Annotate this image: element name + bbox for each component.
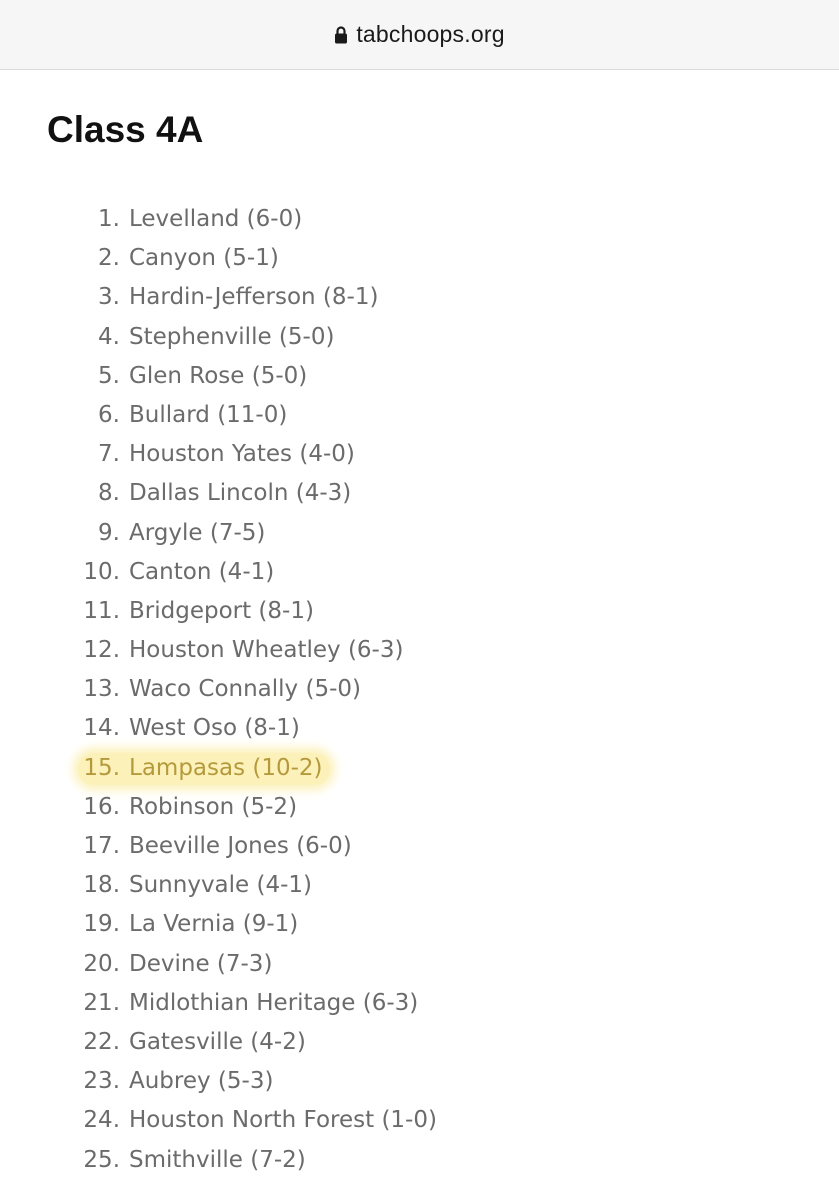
team-name: West Oso (8-1) bbox=[129, 715, 300, 742]
team-name: Aubrey (5-3) bbox=[129, 1068, 274, 1095]
team-name: La Vernia (9-1) bbox=[129, 911, 299, 938]
rank-number: 5. bbox=[98, 362, 120, 389]
rank-number: 3. bbox=[98, 284, 120, 311]
page-title: Class 4A bbox=[47, 109, 204, 150]
team-name: Dallas Lincoln (4-3) bbox=[129, 480, 352, 507]
team-name: Sunnyvale (4-1) bbox=[129, 872, 313, 899]
url-text: tabchoops.org bbox=[356, 21, 505, 47]
rank-number: 17. bbox=[83, 833, 120, 859]
rank-number: 20. bbox=[83, 950, 120, 977]
rank-number: 23. bbox=[83, 1068, 120, 1095]
team-name: Glen Rose (5-0) bbox=[129, 362, 308, 389]
team-name: Devine (7-3) bbox=[129, 950, 273, 977]
rank-number: 21. bbox=[83, 989, 120, 1016]
rank-number: 22. bbox=[83, 1028, 120, 1055]
rank-number: 10. bbox=[83, 558, 120, 585]
rank-number: 11. bbox=[83, 597, 120, 624]
rank-number: 12. bbox=[83, 637, 120, 664]
team-name: Houston Wheatley (6-3) bbox=[129, 637, 404, 664]
rank-number: 1. bbox=[98, 206, 120, 232]
team-name: Stephenville (5-0) bbox=[129, 323, 335, 350]
team-name: Levelland (6-0) bbox=[129, 206, 303, 232]
team-name: Robinson (5-2) bbox=[129, 793, 298, 820]
url-display[interactable] bbox=[334, 21, 504, 48]
team-name: Beeville Jones (6-0) bbox=[129, 833, 352, 859]
team-name: Waco Connally (5-0) bbox=[129, 676, 361, 703]
rank-number: 16. bbox=[83, 793, 120, 820]
rank-number: 24. bbox=[83, 1107, 120, 1134]
rank-number: 13. bbox=[83, 676, 120, 703]
rank-number: 15. bbox=[83, 754, 120, 781]
browser-address-bar[interactable] bbox=[0, 0, 839, 70]
team-name: Argyle (7-5) bbox=[129, 519, 266, 546]
team-name: Bridgeport (8-1) bbox=[129, 597, 314, 624]
rank-number: 2. bbox=[98, 245, 120, 272]
team-name: Midlothian Heritage (6-3) bbox=[129, 989, 419, 1016]
rank-number: 18. bbox=[83, 872, 120, 899]
team-name: Lampasas (10-2) bbox=[129, 754, 323, 781]
team-name: Bullard (11-0) bbox=[129, 401, 288, 428]
rank-number: 7. bbox=[98, 441, 120, 468]
team-name: Smithville (7-2) bbox=[129, 1146, 306, 1173]
team-name: Houston North Forest (1-0) bbox=[129, 1107, 437, 1134]
team-name: Houston Yates (4-0) bbox=[129, 441, 355, 468]
team-name: Canton (4-1) bbox=[129, 558, 275, 585]
rank-number: 6. bbox=[98, 401, 120, 428]
team-name: Gatesville (4-2) bbox=[129, 1028, 306, 1055]
rank-number: 14. bbox=[83, 715, 120, 742]
rank-number: 9. bbox=[98, 519, 120, 546]
team-name: Hardin-Jefferson (8-1) bbox=[129, 284, 379, 311]
rank-number: 25. bbox=[83, 1146, 120, 1173]
rank-number: 19. bbox=[83, 911, 120, 938]
rank-number: 4. bbox=[98, 323, 120, 350]
rank-number: 8. bbox=[98, 480, 120, 507]
lock-icon bbox=[334, 25, 348, 45]
team-name: Canyon (5-1) bbox=[129, 245, 279, 272]
